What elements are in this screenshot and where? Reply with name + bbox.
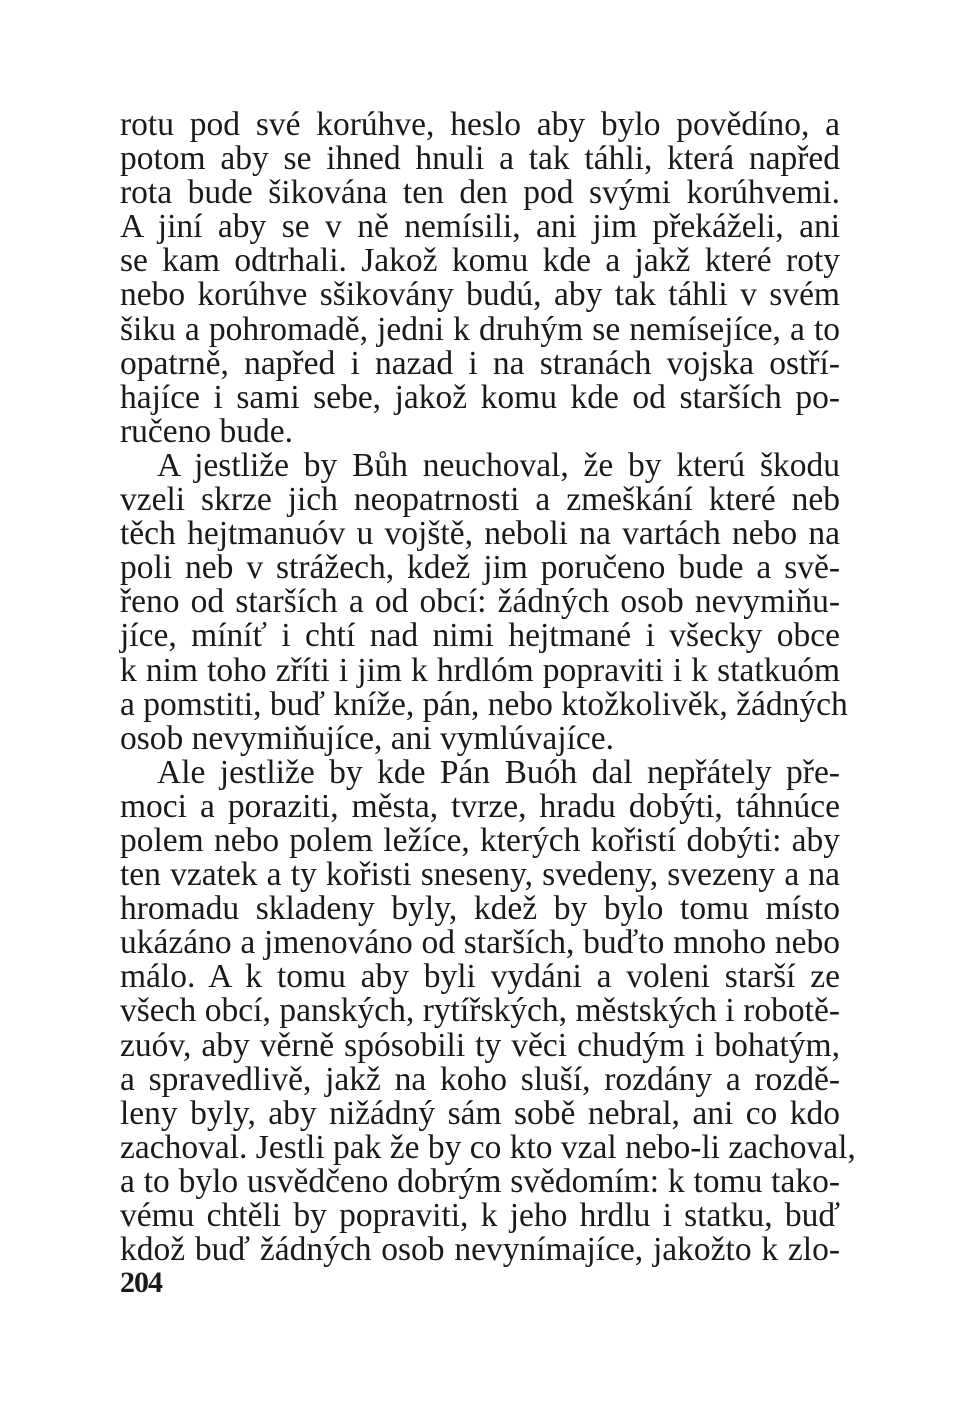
page-text (120, 106, 856, 1269)
page-number: 204 (120, 1266, 162, 1299)
text-line: těch hejtmanuóv u vojště, neboli na vartách nebo na (120, 515, 840, 553)
text-line: opatrně, napřed i nazad i na stranách vojska ostří- (120, 344, 840, 382)
text-line: ručeno bude. (120, 412, 294, 450)
text-line: všech obcí, panských, rytířských, městských i robotě- (120, 992, 840, 1030)
text-line: rota bude šikována ten den pod svými korúhvemi. (120, 174, 840, 212)
text-line: ukázáno a jmenováno od starších, buďto mnoho nebo (120, 924, 840, 962)
text-line: šiku a pohromadě, jedni k druhým se nemísejíce, a to (120, 310, 840, 348)
paragraph (120, 108, 840, 449)
text-line: vzeli skrze jich neopatrnosti a zmeškání které neb (120, 481, 840, 519)
text-line: a spravedlivě, jakž na koho sluší, rozdány a rozdě- (120, 1060, 840, 1098)
text-line: jíce, míníť i chtí nad nimi hejtmané i všecky obce (120, 617, 840, 655)
text-line: A jestliže by Bůh neuchoval, že by kterú škodu (157, 446, 840, 484)
text-line: se kam odtrhali. Jakož komu kde a jakž které roty (120, 242, 840, 280)
text-line: Ale jestliže by kde Pán Buóh dal nepřátely pře- (157, 753, 840, 791)
paragraph (120, 446, 848, 757)
text-line: potom aby se ihned hnuli a tak táhli, která napřed (120, 140, 840, 178)
text-line: hromadu skladeny byly, kdež by bylo tomu místo (120, 890, 840, 928)
text-line: vému chtěli by popraviti, k jeho hrdlu i statku, buď (120, 1197, 840, 1234)
text-line: hajíce i sami sebe, jakož komu kde od starších po- (120, 378, 840, 416)
text-line: málo. A k tomu aby byli vydáni a voleni starší ze (120, 958, 840, 996)
text-line: a pomstiti, buď kníže, pán, nebo ktožkolivěk, žádných (120, 685, 848, 723)
text-line: rotu pod své korúhve, heslo aby bylo povědíno, a (120, 106, 840, 143)
text-line: ten vzatek a ty kořisti sneseny, svedeny, svezeny a na (120, 856, 840, 894)
text-line: řeno od starších a od obcí: žádných osob nevymiňu- (120, 583, 840, 621)
text-line: zuóv, aby věrně spósobili ty věci chudým i bohatým, (120, 1026, 840, 1064)
text-line: osob nevymiňujíce, ani vymlúvajíce. (120, 719, 615, 757)
text-line: moci a poraziti, města, tvrze, hradu dobýti, táhnúce (120, 787, 840, 825)
text-line: A jiní aby se v ně nemísili, ani jim překáželi, ani (120, 208, 840, 246)
text-line: leny byly, aby nižádný sám sobě nebral, ani co kdo (120, 1094, 840, 1132)
text-line: kdož buď žádných osob nevynímajíce, jakožto k zlo- (120, 1231, 840, 1269)
text-line: zachoval. Jestli pak že by co kto vzal nebo-li zachoval, (120, 1128, 856, 1166)
text-line: nebo korúhve sšikovány budú, aby tak táhli v svém (120, 276, 840, 314)
text-line: k nim toho zříti i jim k hrdlóm popraviti i k statkuóm (120, 651, 840, 689)
text-line: a to bylo usvědčeno dobrým svědomím: k tomu tako- (120, 1162, 840, 1200)
text-line: poli neb v strážech, kdež jim poručeno bude a svě- (120, 549, 840, 587)
text-line: polem nebo polem ležíce, kterých kořistí dobýti: aby (120, 821, 840, 859)
paragraph (120, 753, 856, 1269)
